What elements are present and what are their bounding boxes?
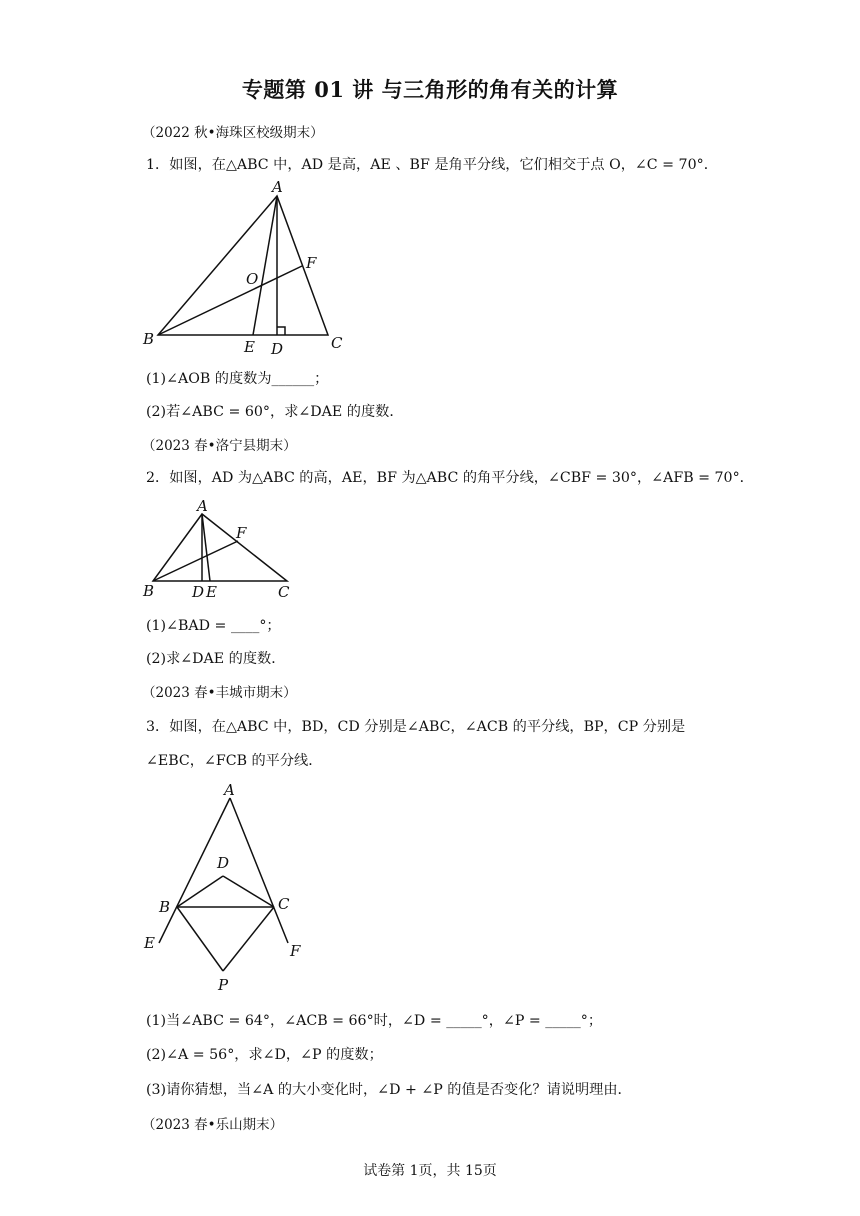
q2-part2: (2)求∠DAE 的度数． [146,651,286,667]
q3-figure [140,778,310,998]
q1-figure [140,178,360,358]
q3-source: （2023 春•丰城市期末） [142,685,297,701]
q2-part1: (1)∠BAD = ____°； [146,618,281,634]
q3-label-d: D [217,854,230,872]
q2-stem: 2．如图，AD 为△ABC 的高，AE，BF 为△ABC 的角平分线，∠CBF = 30°，∠AFB = 70°． [146,470,754,486]
q3-stem-line1: 3．如图，在△ABC 中，BD，CD 分别是∠ABC，∠ACB 的平分线，BP，CP 分别是 [146,719,686,735]
q3-part1: (1)当∠ABC = 64°，∠ACB = 66°时，∠D = _____°，∠P = _____°； [146,1013,603,1029]
q3-label-c: C [278,895,290,913]
q3-segment-cp [223,907,274,971]
q3-label-f: F [290,942,301,960]
q3-stem-line2: ∠EBC，∠FCB 的平分线． [146,753,323,769]
q3-segment-cd [223,876,274,907]
q1-source: （2022 秋•海珠区校级期末） [142,125,324,141]
q1-triangle-abc [158,196,328,335]
q1-label-c: C [331,334,343,352]
q2-label-f: F [236,524,247,542]
q2-source: （2023 春•洛宁县期末） [142,438,297,454]
q1-part2: (2)若∠ABC = 60°，求∠DAE 的度数． [146,404,404,420]
q2-bisector-ae [202,514,210,581]
q1-label-d: D [271,340,284,358]
q2-figure [140,496,300,604]
q2-label-e: E [206,583,217,601]
q1-bisector-bf [158,266,302,335]
q1-bisector-ae [253,196,277,335]
q1-label-a: A [272,178,283,196]
q2-label-a: A [197,497,208,515]
q3-part2: (2)∠A = 56°，求∠D，∠P 的度数； [146,1047,383,1063]
q1-stem: 1．如图，在△ABC 中，AD 是高，AE 、BF 是角平分线，它们相交于点 O，∠C = 70°． [146,157,718,173]
q1-right-angle-mark [277,327,285,335]
q2-label-b: B [143,582,155,600]
q1-label-f: F [306,254,317,272]
q2-label-d: D [192,583,205,601]
q3-label-p: P [218,976,229,994]
q3-label-e: E [144,934,155,952]
q1-label-b: B [143,330,155,348]
q3-part3: (3)请你猜想，当∠A 的大小变化时，∠D + ∠P 的值是否变化？请说明理由． [146,1082,632,1098]
q2-label-c: C [278,583,290,601]
q1-label-e: E [244,338,255,356]
q3-segment-bp [177,907,223,971]
q3-label-a: A [224,781,235,799]
page-footer: 试卷第 1页，共 15页 [363,1163,497,1179]
q4-source: （2023 春•乐山期末） [142,1117,284,1133]
q3-label-b: B [159,898,171,916]
q2-bisector-bf [153,541,238,581]
q1-label-o: O [246,270,259,288]
page-title: 专题第 01 讲 与三角形的角有关的计算 [241,77,619,102]
q3-side-ac-extended [230,798,288,943]
q1-part1: (1)∠AOB 的度数为______； [146,371,329,387]
